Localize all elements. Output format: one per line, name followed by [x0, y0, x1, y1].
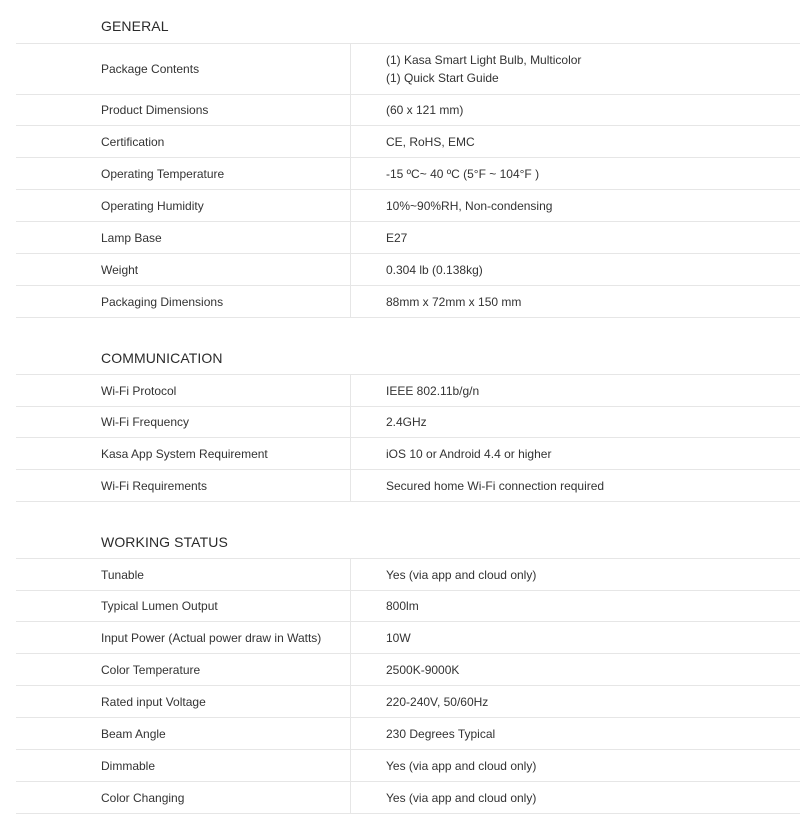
spec-row: [16, 190, 800, 222]
spec-label: Operating Humidity: [101, 198, 204, 213]
spec-row: [16, 622, 800, 654]
spec-row: [16, 222, 800, 254]
column-divider: [350, 375, 351, 406]
spec-value: [386, 629, 411, 647]
spec-row: [16, 558, 800, 591]
spec-value-line: CE, RoHS, EMC: [386, 134, 475, 149]
spec-label: Operating Temperature: [101, 166, 225, 181]
spec-row: [16, 406, 800, 438]
column-divider: [350, 750, 351, 781]
spec-value-line: 2500K-9000K: [386, 662, 460, 677]
spec-value-line: (1) Kasa Smart Light Bulb, Multicolor: [386, 53, 582, 67]
spec-value-line: (1) Quick Start Guide: [386, 71, 499, 85]
spec-value: [386, 261, 483, 279]
spec-label: Packaging Dimensions: [101, 294, 224, 309]
spec-value: [386, 229, 407, 247]
spec-label: Wi-Fi Protocol: [101, 383, 177, 398]
spec-value: [386, 477, 604, 495]
column-divider: [350, 158, 351, 189]
column-divider: [350, 190, 351, 221]
spec-value-line: 10%~90%RH, Non-condensing: [386, 198, 553, 213]
spec-row: [16, 254, 800, 286]
spec-row: [16, 654, 800, 686]
spec-label: Color Changing: [101, 790, 185, 805]
spec-value: [386, 693, 488, 711]
spec-value: [386, 413, 427, 431]
spec-value-line: -15 ºC~ 40 ºC (5°F ~ 104°F ): [386, 166, 540, 181]
column-divider: [350, 254, 351, 285]
section-title: GENERAL: [101, 18, 169, 34]
spec-value: [386, 757, 536, 775]
spec-value-line: Secured home Wi-Fi connection required: [386, 478, 605, 493]
spec-label: Typical Lumen Output: [101, 598, 218, 613]
column-divider: [350, 406, 351, 437]
spec-row: [16, 94, 800, 126]
spec-row: [16, 750, 800, 782]
column-divider: [350, 782, 351, 813]
spec-row: [16, 718, 800, 750]
column-divider: [350, 438, 351, 469]
spec-row: [16, 43, 800, 95]
spec-label: Weight: [101, 262, 139, 277]
column-divider: [350, 222, 351, 253]
spec-value-line: 88mm x 72mm x 150 mm: [386, 294, 522, 309]
spec-value-line: Yes (via app and cloud only): [386, 758, 537, 773]
spec-value: [386, 661, 459, 679]
spec-value-line: 220-240V, 50/60Hz: [386, 694, 489, 709]
spec-label: Product Dimensions: [101, 102, 209, 117]
column-divider: [350, 44, 351, 94]
spec-value-line: 230 Degrees Typical: [386, 726, 496, 741]
spec-row: [16, 590, 800, 622]
spec-value: [386, 101, 463, 119]
spec-value: [386, 597, 419, 615]
spec-label: Tunable: [101, 567, 144, 582]
spec-value: [386, 197, 552, 215]
spec-value-line: E27: [386, 230, 408, 245]
spec-label: Kasa App System Requirement: [101, 446, 268, 461]
column-divider: [350, 94, 351, 125]
column-divider: [350, 590, 351, 621]
column-divider: [350, 470, 351, 501]
spec-value-line: iOS 10 or Android 4.4 or higher: [386, 446, 552, 461]
spec-value: [386, 51, 581, 87]
spec-row: [16, 374, 800, 407]
spec-value-line: 0.304 lb (0.138kg): [386, 262, 483, 277]
spec-value-line: (60 x 121 mm): [386, 102, 464, 117]
column-divider: [350, 718, 351, 749]
spec-value-line: 10W: [386, 630, 411, 645]
section-title: COMMUNICATION: [101, 350, 223, 366]
spec-value-line: Yes (via app and cloud only): [386, 790, 537, 805]
column-divider: [350, 126, 351, 157]
spec-label: Wi-Fi Frequency: [101, 414, 190, 429]
spec-value: [386, 566, 536, 584]
column-divider: [350, 654, 351, 685]
spec-row: [16, 686, 800, 718]
spec-value-line: Yes (via app and cloud only): [386, 567, 537, 582]
spec-value-line: IEEE 802.11b/g/n: [386, 383, 480, 398]
column-divider: [350, 686, 351, 717]
column-divider: [350, 622, 351, 653]
spec-value-line: 2.4GHz: [386, 414, 427, 429]
spec-row: [16, 286, 800, 318]
spec-value: [386, 133, 475, 151]
spec-value: [386, 165, 539, 183]
spec-value: [386, 725, 495, 743]
column-divider: [350, 286, 351, 317]
spec-label: Dimmable: [101, 758, 156, 773]
spec-value: [386, 445, 551, 463]
spec-row: [16, 438, 800, 470]
spec-value-line: 800lm: [386, 598, 419, 613]
column-divider: [350, 559, 351, 590]
spec-label: Wi-Fi Requirements: [101, 478, 208, 493]
spec-value: [386, 789, 536, 807]
spec-row: [16, 126, 800, 158]
spec-label: Certification: [101, 134, 165, 149]
spec-label: Beam Angle: [101, 726, 166, 741]
spec-label: Rated input Voltage: [101, 694, 206, 709]
spec-label: Package Contents: [101, 62, 200, 76]
spec-label: Input Power (Actual power draw in Watts): [101, 630, 322, 645]
spec-row: [16, 470, 800, 502]
spec-value: [386, 293, 521, 311]
section-title: WORKING STATUS: [101, 534, 228, 550]
spec-value: [386, 382, 479, 400]
spec-row: [16, 158, 800, 190]
spec-label: Color Temperature: [101, 662, 201, 677]
spec-row: [16, 782, 800, 814]
spec-label: Lamp Base: [101, 230, 162, 245]
